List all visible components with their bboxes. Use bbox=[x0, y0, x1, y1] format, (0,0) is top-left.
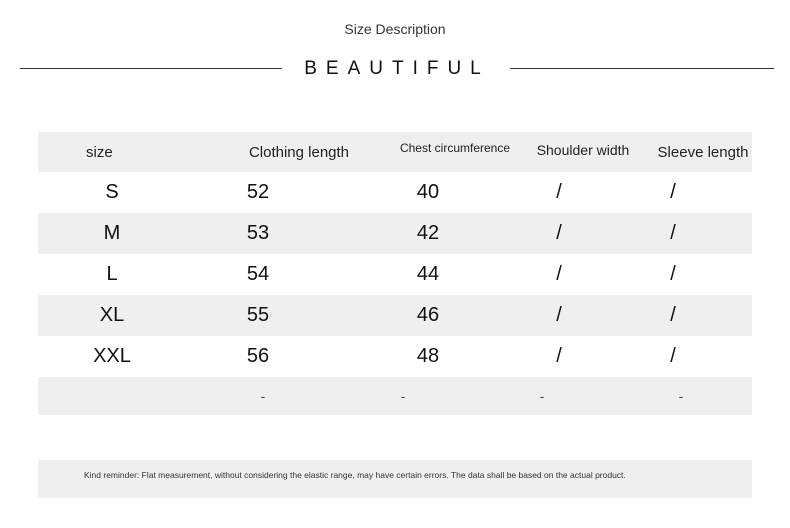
clothing-length-cell: 52 bbox=[246, 181, 270, 203]
brand-title: BEAUTIFUL bbox=[304, 58, 490, 79]
divider-left bbox=[20, 68, 282, 69]
placeholder-dash: - bbox=[539, 388, 545, 404]
clothing-length-cell: 56 bbox=[246, 345, 270, 367]
size-cell: S bbox=[105, 181, 119, 203]
divider-right bbox=[510, 68, 774, 69]
shoulder-width-cell: / bbox=[556, 304, 562, 326]
placeholder-dash: - bbox=[260, 388, 266, 404]
sleeve-length-cell: / bbox=[670, 263, 676, 285]
sleeve-length-cell: / bbox=[670, 222, 676, 244]
column-header-size: size bbox=[86, 143, 113, 161]
table-header-row bbox=[38, 132, 752, 172]
column-header-sleeve-length: Sleeve length bbox=[657, 143, 749, 161]
clothing-length-cell: 55 bbox=[246, 304, 270, 326]
chest-circumference-cell: 40 bbox=[416, 181, 440, 203]
sleeve-length-cell: / bbox=[670, 181, 676, 203]
chest-circumference-cell: 42 bbox=[416, 222, 440, 244]
table-row bbox=[38, 295, 752, 336]
clothing-length-cell: 53 bbox=[246, 222, 270, 244]
size-cell: M bbox=[103, 222, 121, 244]
column-header-clothing-length: Clothing length bbox=[248, 143, 350, 161]
table-row bbox=[38, 172, 752, 213]
placeholder-dash: - bbox=[678, 388, 684, 404]
size-cell: XXL bbox=[93, 345, 131, 367]
kind-reminder-note: Kind reminder: Flat measurement, without considering the elastic range, may have certain errors. The data shall be based on the actual product. bbox=[38, 460, 752, 498]
column-header-chest-circumference: Chest circumference bbox=[399, 141, 511, 155]
size-table bbox=[38, 132, 752, 415]
sleeve-length-cell: / bbox=[670, 345, 676, 367]
shoulder-width-cell: / bbox=[556, 222, 562, 244]
clothing-length-cell: 54 bbox=[246, 263, 270, 285]
placeholder-dash: - bbox=[400, 388, 406, 404]
shoulder-width-cell: / bbox=[556, 345, 562, 367]
table-row bbox=[38, 213, 752, 254]
shoulder-width-cell: / bbox=[556, 263, 562, 285]
size-cell: XL bbox=[99, 304, 125, 326]
table-row-empty bbox=[38, 377, 752, 415]
table-row bbox=[38, 254, 752, 295]
brand-title-row bbox=[20, 58, 774, 80]
size-cell: L bbox=[106, 263, 118, 285]
chest-circumference-cell: 44 bbox=[416, 263, 440, 285]
shoulder-width-cell: / bbox=[556, 181, 562, 203]
chest-circumference-cell: 48 bbox=[416, 345, 440, 367]
chest-circumference-cell: 46 bbox=[416, 304, 440, 326]
subtitle: Size Description bbox=[344, 21, 446, 37]
column-header-shoulder-width: Shoulder width bbox=[536, 142, 630, 158]
table-row bbox=[38, 336, 752, 377]
sleeve-length-cell: / bbox=[670, 304, 676, 326]
